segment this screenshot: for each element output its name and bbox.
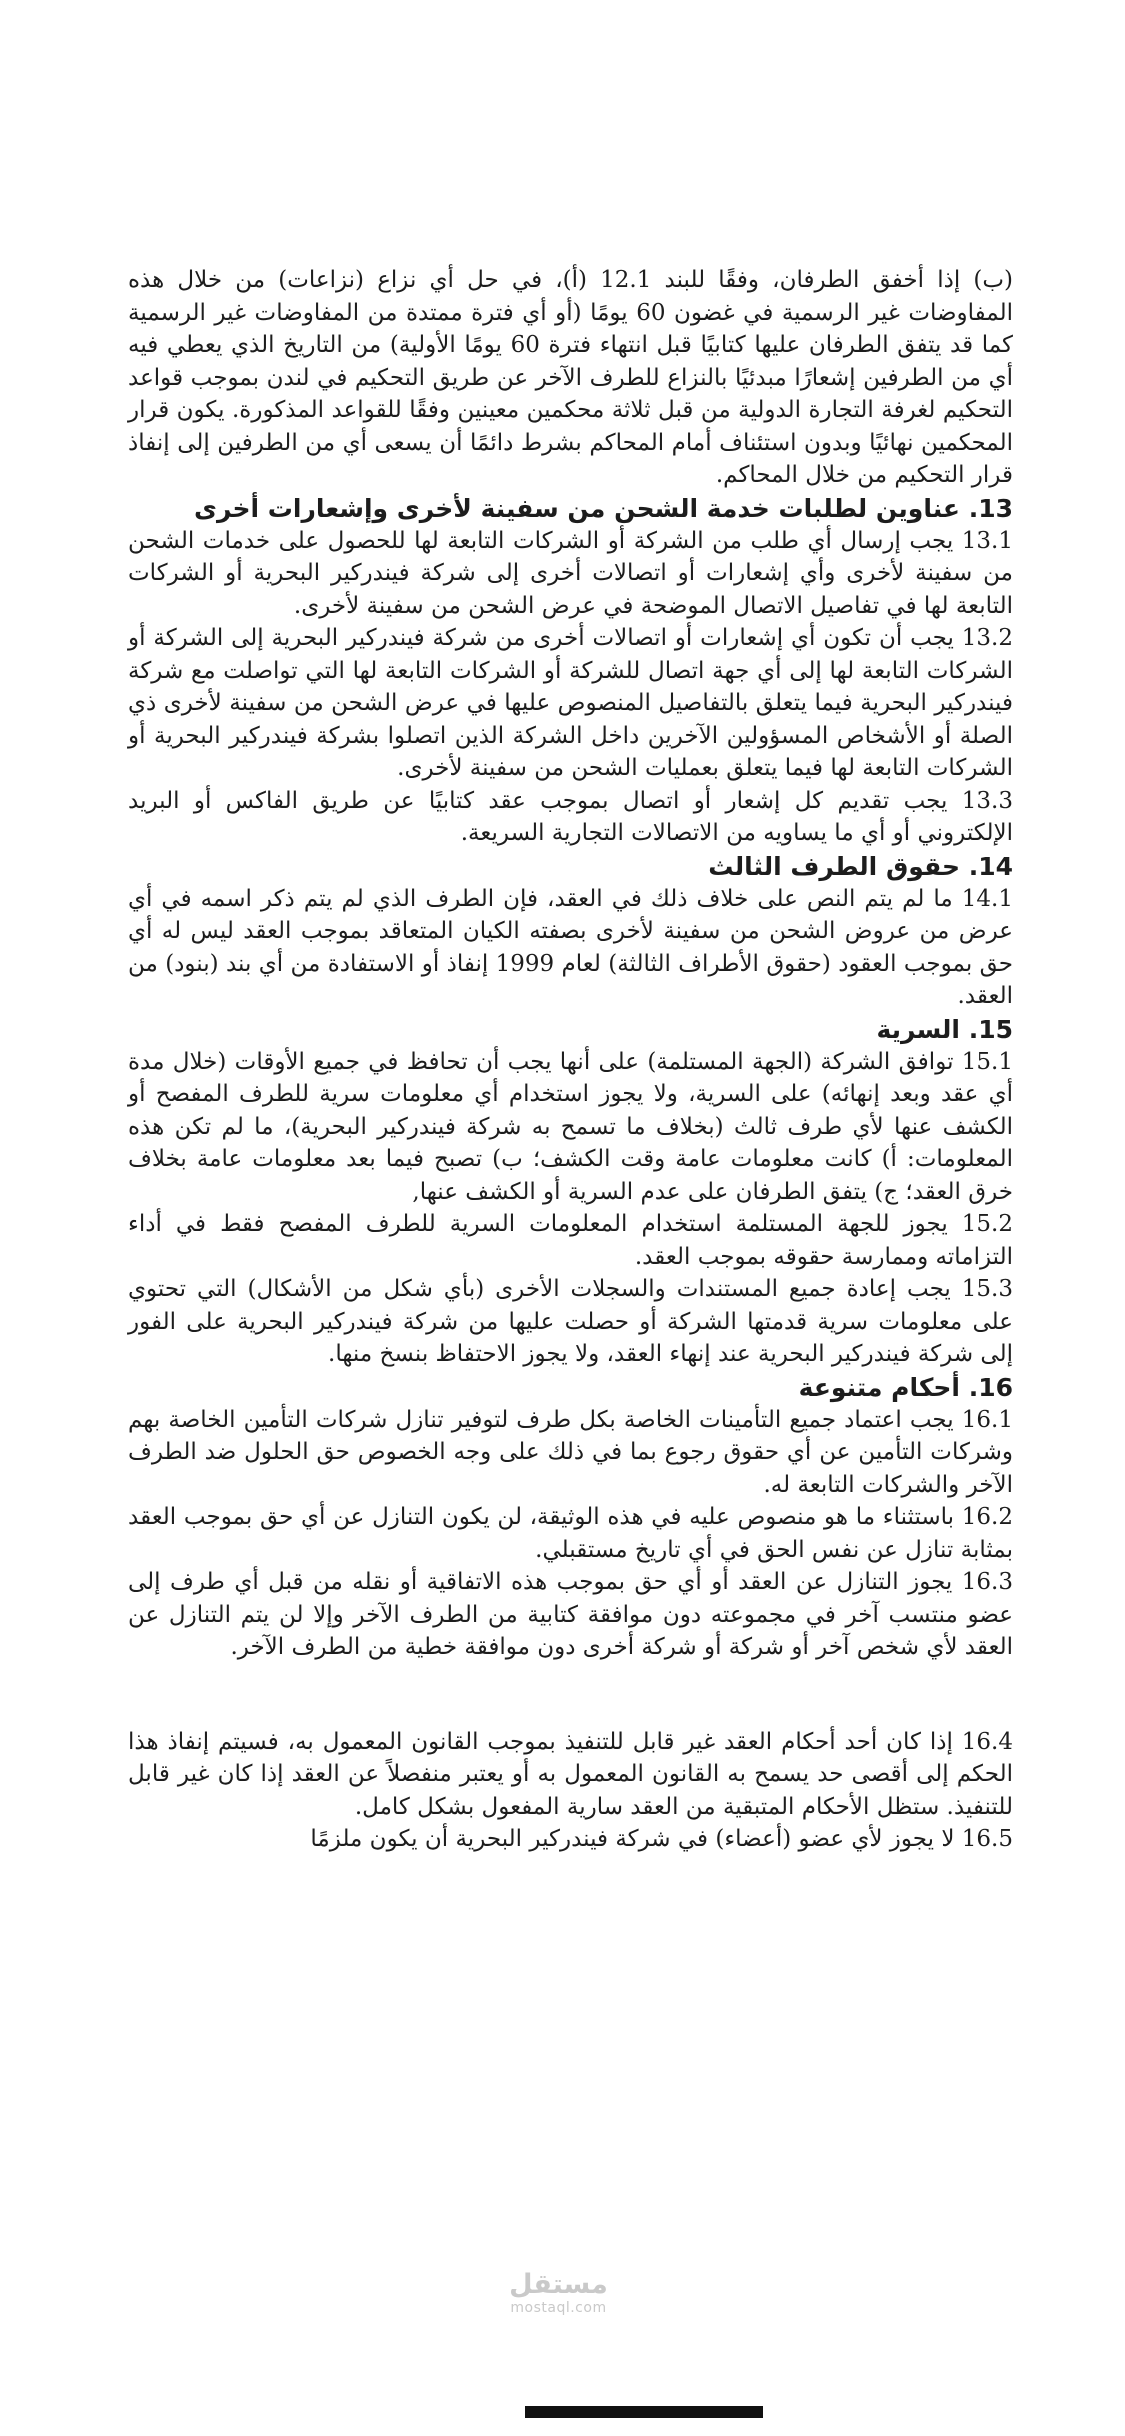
watermark-site-text: mostaql.com xyxy=(510,2300,607,2316)
section-14-heading: 14. حقوق الطرف الثالث xyxy=(708,851,1013,881)
clause-16-4: 16.4 إذا كان أحد أحكام العقد غير قابل للتنفيذ بموجب القانون المعمول به، فسيتم إنفاذ هذا الحكم إلى أقصى حد يسمح به القانون المعمول به أو يعتبر منفصلاً عن العقد إذا كان غير قابل للتنفيذ. ستظل الأحكام المتبقية من العقد سارية المفعول بشكل كامل. xyxy=(128,1728,1013,1820)
clause-13-3: 13.3 يجب تقديم كل إشعار أو اتصال بموجب عقد كتابيًا عن طريق الفاكس أو البريد الإلكتروني أو أي ما يساويه من الاتصالات التجارية السريعة. xyxy=(128,787,1013,846)
clause-15-1: 15.1 توافق الشركة (الجهة المستلمة) على أنها يجب أن تحافظ في جميع الأوقات (خلال مدة أي عقد وبعد إنهائه) على السرية، ولا يجوز استخدام أي معلومات سرية للطرف المفصح أو الكشف عنها لأي طرف ثالث (بخلاف ما تسمح به شركة فيندركير البحرية)، ما لم تكن هذه المعلومات: أ) كانت معلومات عامة وقت الكشف؛ ب) تصبح فيما بعد معلومات عامة بخلاف خرق العقد؛ ج) يتفق الطرفان على عدم السرية أو الكشف عنها, xyxy=(128,1048,1013,1205)
mostaql-watermark xyxy=(496,2270,621,2316)
clause-13-2: 13.2 يجب أن تكون أي إشعارات أو اتصالات أخرى من شركة فيندركير البحرية إلى الشركة أو الشركات التابعة لها إلى أي جهة اتصال للشركة أو الشركات التابعة لها التي تواصلت مع شركة فيندركير البحرية فيما يتعلق بالتفاصيل المنصوص عليها في عرض الشحن من سفينة لأخرى ذي الصلة أو الأشخاص المسؤولين الآخرين داخل الشركة الذين اتصلوا بشركة فيندركير البحرية أو الشركات التابعة لها فيما يتعلق بعمليات الشحن من سفينة لأخرى. xyxy=(128,625,1013,781)
section-16-heading: 16. أحكام متنوعة xyxy=(798,1372,1013,1402)
watermark-logo-text: مستقل xyxy=(509,2269,608,2300)
clause-16-1: 16.1 يجب اعتماد جميع التأمينات الخاصة بكل طرف لتوفير تنازل شركات التأمين الخاصة بهم وشركات التأمين عن أي حقوق رجوع بما في ذلك على وجه الخصوص حق الحلول ضد الطرف الآخر والشركات التابعة له. xyxy=(128,1406,1013,1498)
clause-14-1: 14.1 ما لم يتم النص على خلاف ذلك في العقد، فإن الطرف الذي لم يتم ذكر اسمه في أي عرض من عروض الشحن من سفينة لأخرى بصفته الكيان المتعاقد بموجب العقد ليس له أي حق بموجب العقود (حقوق الأطراف الثالثة) لعام 1999 إنفاذ أو الاستفادة من أي بند (بنود) من العقد. xyxy=(128,885,1013,1009)
clause-16-5: 16.5 لا يجوز لأي عضو (أعضاء) في شركة فيندركير البحرية أن يكون ملزمًا xyxy=(310,1826,1013,1852)
clause-15-3: 15.3 يجب إعادة جميع المستندات والسجلات الأخرى (بأي شكل من الأشكال) التي تحتوي على معلومات سرية قدمتها الشركة أو حصلت عليها من شركة فيندركير البحرية على الفور إلى شركة فيندركير البحرية عند إنهاء العقد، ولا يجوز الاحتفاظ بنسخ منها. xyxy=(128,1276,1013,1367)
clause-16-2: 16.2 باستثناء ما هو منصوص عليه في هذه الوثيقة، لن يكون التنازل عن أي حق بموجب العقد بمثابة تنازل عن نفس الحق في أي تاريخ مستقبلي. xyxy=(128,1504,1013,1563)
document-page xyxy=(128,264,1013,1856)
paragraph-gap xyxy=(128,1664,1013,1726)
clause-16-3: 16.3 يجوز التنازل عن العقد أو أي حق بموجب هذه الاتفاقية أو نقله من قبل أي طرف إلى عضو منتسب آخر في مجموعته دون موافقة كتابية من الطرف الآخر وإلا لن يتم التنازل عن العقد لأي شخص آخر أو شركة أو شركة أخرى دون موافقة خطية من الطرف الآخر. xyxy=(128,1569,1013,1660)
clause-13-1: 13.1 يجب إرسال أي طلب من الشركة أو الشركات التابعة لها للحصول على خدمات الشحن من سفينة لأخرى وأي إشعارات أو اتصالات أخرى إلى شركة فيندركير البحرية أو الشركات التابعة لها في تفاصيل الاتصال الموضحة في عرض الشحن من سفينة لأخرى. xyxy=(128,527,1013,619)
clause-15-2: 15.2 يجوز للجهة المستلمة استخدام المعلومات السرية للطرف المفصح فقط في أداء التزاماته وممارسة حقوقه بموجب العقد. xyxy=(128,1211,1013,1270)
section-15-heading: 15. السرية xyxy=(876,1014,1013,1044)
section-13-heading: 13. عناوين لطلبات خدمة الشحن من سفينة لأخرى وإشعارات أخرى xyxy=(194,493,1013,523)
redaction-bar xyxy=(525,2406,763,2418)
clause-12-1-b: (ب) إذا أخفق الطرفان، وفقًا للبند 12.1 (أ)، في حل أي نزاع (نزاعات) من خلال هذه المفاوضات غير الرسمية في غضون 60 يومًا (أو أي فترة ممتدة من المفاوضات غير الرسمية كما قد يتفق الطرفان عليها كتابيًا قبل انتهاء فترة 60 يومًا الأولية) من التاريخ الذي يعطي فيه أي من الطرفين إشعارًا مبدئيًا بالنزاع للطرف الآخر عن طريق التحكيم في لندن بموجب قواعد التحكيم لغرفة التجارة الدولية من قبل ثلاثة محكمين معينين وفقًا للقواعد المذكورة. يكون قرار المحكمين نهائيًا وبدون استئناف أمام المحاكم بشرط دائمًا أن يسعى أي من الطرفين إلى إنفاذ قرار التحكيم من خلال المحاكم. xyxy=(128,267,1013,488)
